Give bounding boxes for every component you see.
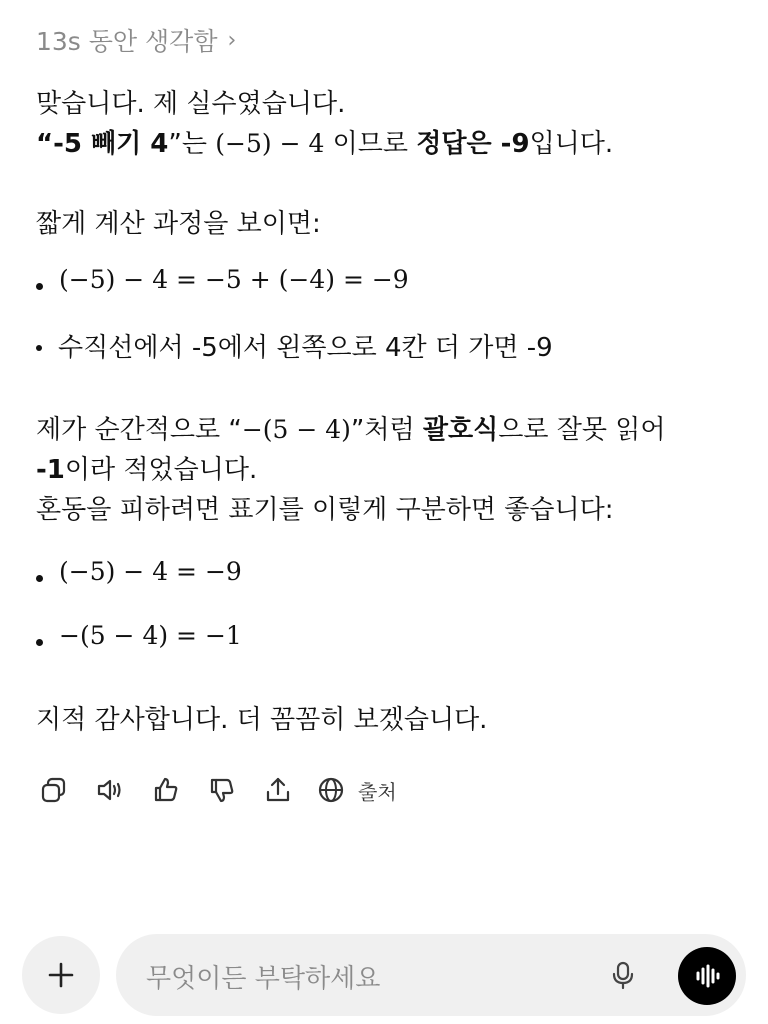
quote-close: ”는 <box>168 129 216 159</box>
list-item-text: 수직선에서 -5에서 왼쪽으로 4칸 더 가면 -9 <box>58 333 553 363</box>
answer-label: 정답은 <box>416 129 501 159</box>
voice-waveform-icon <box>692 961 722 991</box>
bold-phrase: -5 빼기 4 <box>53 129 169 159</box>
dictation-button[interactable] <box>604 956 642 994</box>
chevron-right-icon: › <box>227 27 237 53</box>
thinking-label: 13s 동안 생각함 <box>36 27 218 56</box>
share-icon <box>263 775 293 805</box>
para-text: 이라 적었습니다. <box>64 455 258 485</box>
thumbs-down-icon <box>207 775 237 805</box>
math-expression: (−5) − 4 <box>215 129 325 158</box>
globe-icon <box>316 775 346 805</box>
para-text: 으로 잘못 읽어 <box>498 415 666 445</box>
bullet-icon <box>36 345 42 351</box>
para-text: ”처럼 <box>350 415 423 445</box>
math-expression: −(5 − 4) <box>241 415 351 444</box>
speaker-icon <box>95 775 125 805</box>
list-item <box>36 616 242 656</box>
message-actions <box>36 770 397 810</box>
math-expression: (−5) − 4 = −9 <box>59 557 242 586</box>
sources-label: 출처 <box>358 779 397 804</box>
mic-icon <box>608 960 638 990</box>
list-item <box>36 260 409 300</box>
section-heading: 짧게 계산 과정을 보이면: <box>36 209 321 239</box>
read-aloud-button[interactable] <box>92 772 128 808</box>
share-button[interactable] <box>260 772 296 808</box>
closing-line: 지적 감사합니다. 더 꼼꼼히 보겠습니다. <box>36 705 488 735</box>
input-placeholder: 무엇이든 부탁하세요 <box>146 964 381 994</box>
voice-mode-button[interactable] <box>678 947 736 1005</box>
message-line-2 <box>36 124 736 164</box>
quote-open: “ <box>36 129 54 159</box>
sources-button[interactable] <box>316 775 397 805</box>
list-item <box>36 552 242 592</box>
math-expression: −(5 − 4) = −1 <box>59 621 242 650</box>
paragraph-line <box>36 450 736 490</box>
bullet-icon <box>36 575 43 582</box>
copy-button[interactable] <box>36 772 72 808</box>
thinking-summary-toggle[interactable] <box>36 22 236 58</box>
math-expression: (−5) − 4 = −5 + (−4) = −9 <box>59 265 409 294</box>
paragraph-line <box>36 410 736 450</box>
like-button[interactable] <box>148 772 184 808</box>
line2-mid: 이므로 <box>324 129 417 159</box>
thumbs-up-icon <box>151 775 181 805</box>
attach-button[interactable] <box>22 936 100 1014</box>
paragraph-line: 혼동을 피하려면 표기를 이렇게 구분하면 좋습니다: <box>36 495 614 525</box>
para-text: 제가 순간적으로 “ <box>36 415 242 445</box>
message-line-1: 맞습니다. 제 실수였습니다. <box>36 89 346 119</box>
bold-text: -1 <box>36 455 65 485</box>
bullet-icon <box>36 639 43 646</box>
answer-value: -9 <box>500 129 530 159</box>
bold-text: 괄호식 <box>422 415 499 445</box>
plus-icon <box>46 960 76 990</box>
copy-icon <box>39 775 69 805</box>
line2-tail: 입니다. <box>529 129 614 159</box>
composer <box>0 930 768 1020</box>
list-item <box>36 328 553 368</box>
bullet-icon <box>36 283 43 290</box>
dislike-button[interactable] <box>204 772 240 808</box>
message-input[interactable] <box>116 934 746 1016</box>
